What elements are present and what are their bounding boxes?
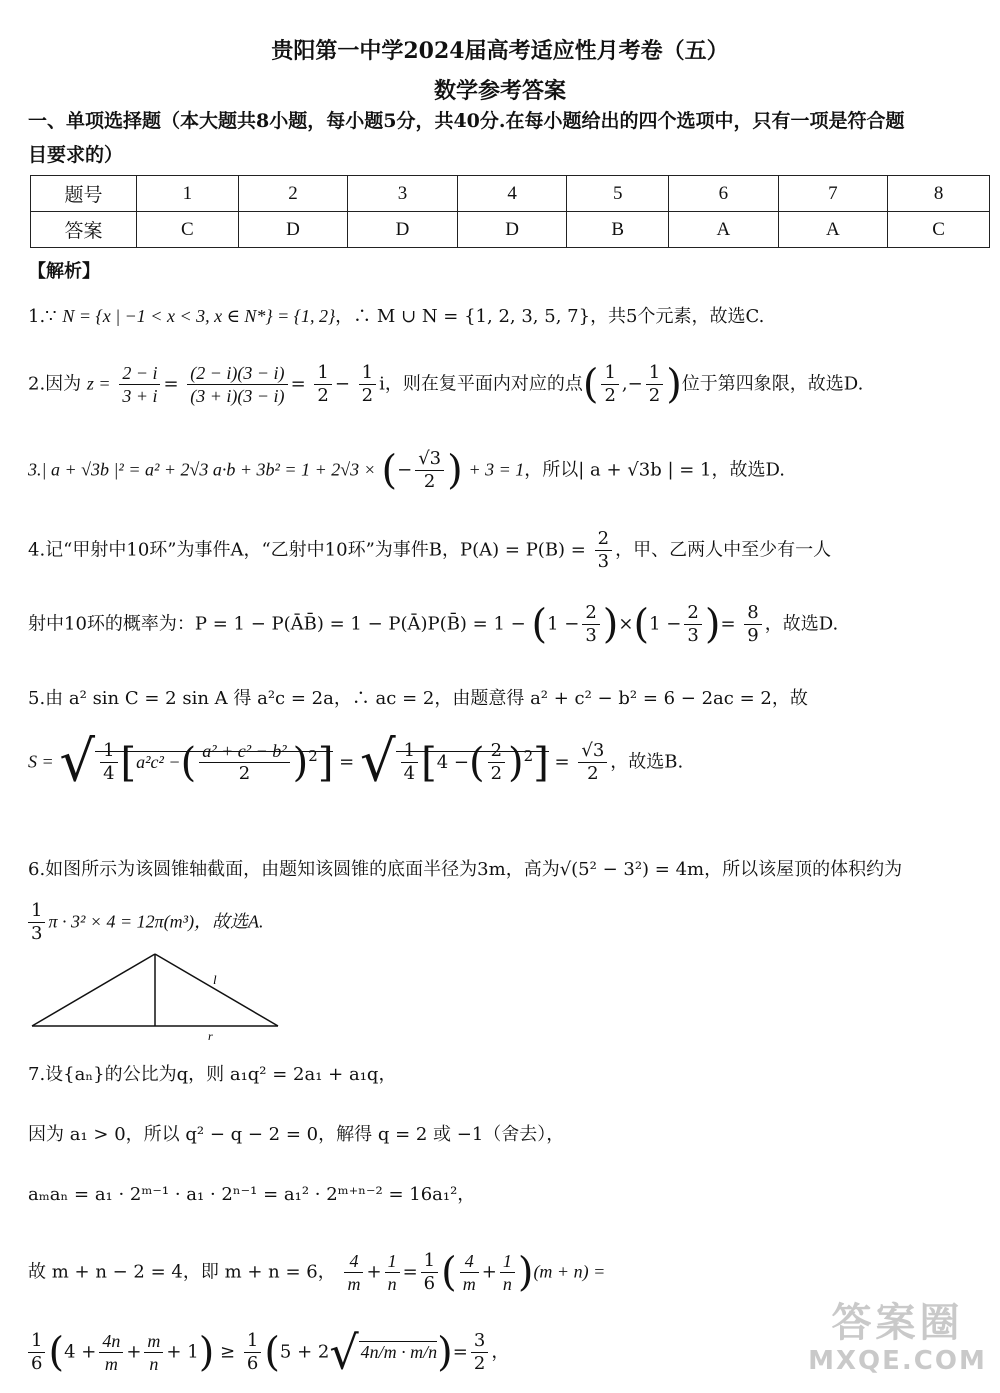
q2-tail2: 位于第四象限，故选D. [681, 373, 864, 395]
table-cell: 8 [888, 176, 990, 212]
table-row-answers [31, 212, 990, 248]
table-cell: D [457, 212, 567, 248]
q3-expr2: + 3 = 1 [468, 459, 525, 480]
answer-table [30, 175, 990, 248]
solution-5-line2: S = √ $\frac{1}{4}$ [a²c² −( $\frac{\text{a² + c² − b²}}{2}$ )$^2$] = √ $\frac{1}{4}$ [4 −( $\frac{2}{2}$ )$^2$] = $\frac{√3}{2}$ ，故选B. [28, 729, 684, 795]
q5-sqrt-2: $\frac{1}{4}$ [4 −( $\frac{2}{2}$ )$^2$] [396, 751, 549, 773]
q4-line1a: 4.记“甲射中10环”为事件A，“乙射中10环”为事件B，P(A) = P(B) = [28, 539, 586, 561]
q3-expr1: 3.| a + √3b |² = a² + 2√3 a·b + 3b² = 1 + 2√3 × [28, 459, 376, 480]
q2-frac-4: $\frac{1}{2}$ [359, 362, 376, 407]
q4-tail: ，故选D. [764, 613, 839, 635]
solution-7-line3: aₘaₙ = a₁ · 2ᵐ⁻¹ · a₁ · 2ⁿ⁻¹ = a₁² · 2ᵐ⁺ⁿ⁻² = 16a₁²， [28, 1184, 476, 1205]
table-answer-label: 答案 [31, 212, 137, 248]
page-title: 贵阳第一中学2024届高考适应性月考卷（五） [271, 38, 729, 64]
q2-frac-2: $\frac{(2 - i)(3 - i)}{(3 + i)(3 - i)}$ [187, 362, 287, 407]
solution-7-line5: $\frac{1}{6}$ (4 + $\frac{4n}{m}$ + $\frac{m}{n}$ + 1) ≥ $\frac{1}{6}$ (5 + 2√ 4n/m · m/n)= $\frac{3}{2}$ ， [28, 1330, 509, 1375]
q1-set: N = {x | −1 < x < 3, x ∈ N*} = {1, 2} [62, 306, 336, 326]
q3-frac: $\frac{√3}{2}$ [415, 448, 444, 493]
label-r: r [208, 1029, 213, 1043]
table-cell: D [348, 212, 458, 248]
q4-line1b: ，甲、乙两人中至少有一人 [615, 539, 832, 561]
q1-union: ，∴ M ∪ N = {1, 2, 3, 5, 7} [335, 306, 591, 327]
q2-frac-6: $\frac{1}{2}$ [646, 362, 663, 407]
analysis-label: 【解析】 [28, 261, 100, 282]
solution-1 [28, 302, 764, 328]
table-cell: 3 [348, 176, 458, 212]
solution-6-line1: 6.如图所示为该圆锥轴截面，由题知该圆锥的底面半径为3m，高为√(5² − 3²) = 4m，所以该屋顶的体积约为 [28, 859, 903, 880]
page-subtitle: 数学参考答案 [433, 78, 566, 104]
q5-tail: ，故选B. [610, 751, 684, 773]
q4-frac-1: $\frac{2}{3}$ [595, 528, 612, 573]
table-cell: 4 [457, 176, 567, 212]
q2-frac-5: $\frac{1}{2}$ [601, 362, 618, 407]
table-cell: D [238, 212, 348, 248]
q1-tail: ，共5个元素，故选C. [590, 306, 765, 327]
table-header-label: 题号 [31, 176, 137, 212]
cone-left-edge [32, 954, 155, 1026]
solution-3: 3.| a + √3b |² = a² + 2√3 a·b + 3b² = 1 + 2√3 × (− $\frac{√3}{2}$ ) + 3 = 1，所以| a + √3b | = 1，故选D. [28, 447, 786, 494]
label-l: l [213, 972, 217, 987]
table-cell: 2 [238, 176, 348, 212]
table-cell: A [669, 212, 779, 248]
q1-prefix: 1.∵ [28, 306, 57, 327]
section-heading-cont: 目要求的） [28, 144, 124, 166]
table-cell: 7 [778, 176, 888, 212]
q2-frac-3: $\frac{1}{2}$ [314, 362, 331, 407]
q6-third: $\frac{1}{3}$ [28, 900, 45, 945]
table-cell: 6 [669, 176, 779, 212]
table-cell: A [778, 212, 888, 248]
solution-2: 2.因为 z = $\frac{2 - i}{3 + i}$ = $\frac{(2 - i)(3 - i)}{(3 + i)(3 - i)}$ = $\frac{1}{2}$ − $\frac{1}{2}$ i，则在复平面内对应的点( $\frac{1}{2}$ ,− $\frac{1}{2}$ )位于第四象限，故选D. [28, 361, 864, 408]
q5-result: $\frac{√3}{2}$ [578, 740, 607, 785]
table-cell: C [137, 212, 239, 248]
q5-sqrt-1: $\frac{1}{4}$ [a²c² −( $\frac{\text{a² + c² − b²}}{2}$ )$^2$] [95, 751, 333, 773]
q2-z: z = [86, 373, 111, 394]
table-cell: 5 [567, 176, 669, 212]
q2-frac-1: $\frac{2 - i}{3 + i}$ [119, 362, 160, 407]
solution-7-line1: 7.设{aₙ}的公比为q，则 a₁q² = 2a₁ + a₁q， [28, 1064, 397, 1085]
table-row-numbers [31, 176, 990, 212]
watermark [805, 1300, 990, 1385]
solution-4-line2: 射中10环的概率为：P = 1 − P(ĀB̄) = 1 − P(Ā)P(B̄) = 1 − (1 − $\frac{2}{3}$ )×(1 − $\frac{2}{3}$ )= $\frac{8}{9}$ ，故选D. [28, 601, 839, 648]
table-cell: B [567, 212, 669, 248]
q4-line2a: 射中10环的概率为：P = 1 − P(ĀB̄) = 1 − P(Ā)P(B̄) = 1 − [28, 613, 526, 635]
solution-5-line1: 5.由 a² sin C = 2 sin A 得 a²c = 2a，∴ ac = 2，由题意得 a² + c² − b² = 6 − 2ac = 2，故 [28, 688, 808, 709]
q4-result: $\frac{8}{9}$ [744, 602, 761, 647]
solution-4-line1 [28, 528, 831, 573]
cone-cross-section-diagram [28, 948, 288, 1043]
solution-6-line2: $\frac{1}{3}$ π · 3² × 4 = 12π(m³)，故选A. [28, 900, 264, 945]
q3-tail: ，所以| a + √3b | = 1，故选D. [524, 459, 786, 481]
solution-7-line4: 故 m + n − 2 = 4，即 m + n = 6， $\frac{4}{m}$ + $\frac{1}{n}$ = $\frac{1}{6}$ ( $\frac{4}{m}$ + $\frac{1}{n}$ )(m + n) = [28, 1249, 606, 1296]
watermark-url: MXQE.COM [808, 1346, 987, 1376]
watermark-logo-text: 答案圈 [831, 1300, 964, 1346]
q2-tail1: i，则在复平面内对应的点 [379, 373, 583, 395]
q5-s: S = [28, 751, 54, 772]
cone-right-edge [155, 954, 278, 1026]
q2-prefix: 2.因为 [28, 373, 82, 395]
solution-7-line2: 因为 a₁ > 0，所以 q² − q − 2 = 0，解得 q = 2 或 −1（舍去）， [28, 1124, 565, 1145]
section-heading: 一、单项选择题（本大题共8小题，每小题5分，共40分.在每小题给出的四个选项中，只有一项是符合题 [28, 110, 905, 132]
table-cell: 1 [137, 176, 239, 212]
table-cell: C [888, 212, 990, 248]
